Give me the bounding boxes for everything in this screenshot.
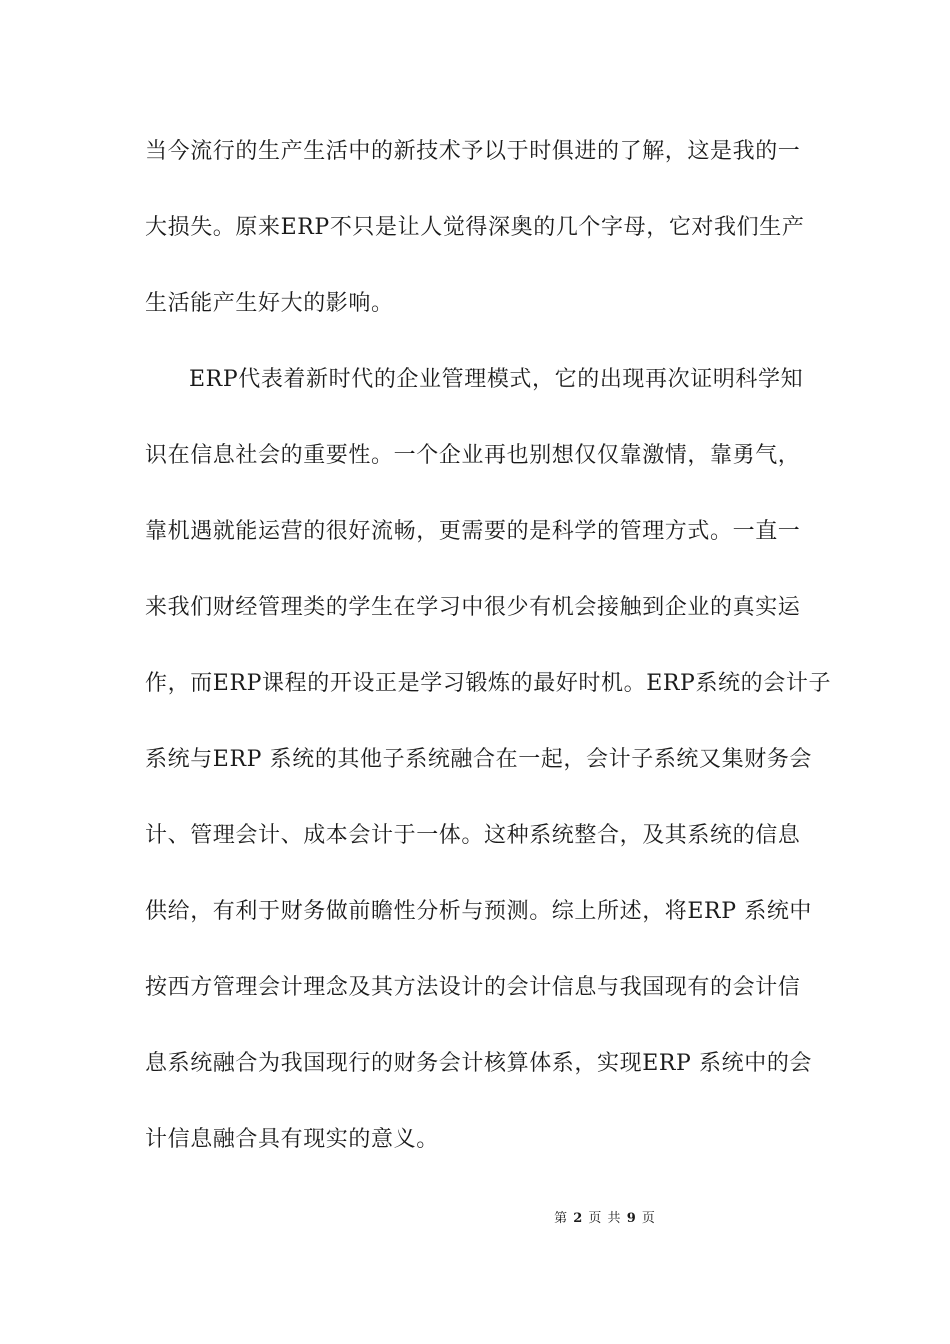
text-line: 来我们财经管理类的学生在学习中很少有机会接触到企业的真实运	[145, 595, 801, 620]
text-line: ERP代表着新时代的企业管理模式，它的出现再次证明科学知	[189, 367, 804, 392]
text-line: 息系统融合为我国现行的财务会计核算体系，实现ERP 系统中的会	[145, 1051, 813, 1076]
text-line: 按西方管理会计理念及其方法设计的会计信息与我国现有的会计信	[145, 975, 801, 1000]
text-line: 作，而ERP课程的开设正是学习锻炼的最好时机。ERP系统的会计子	[145, 671, 832, 696]
body-text	[145, 126, 832, 1190]
current-page-number: 2	[573, 1211, 584, 1226]
text-line: 系统与ERP 系统的其他子系统融合在一起，会计子系统又集财务会	[145, 747, 813, 772]
text-line: 生活能产生好大的影响。	[145, 291, 394, 316]
text-line: 识在信息社会的重要性。一个企业再也别想仅仅靠激情，靠勇气，	[145, 443, 801, 468]
page-footer	[0, 1207, 950, 1226]
text-line: 当今流行的生产生活中的新技术予以于时俱进的了解，这是我的一	[145, 139, 801, 164]
footer-suffix: 页	[641, 1211, 656, 1226]
text-line: 计、管理会计、成本会计于一体。这种系统整合，及其系统的信息	[145, 823, 801, 848]
footer-middle: 页 共	[588, 1211, 622, 1226]
total-page-number: 9	[626, 1211, 637, 1226]
text-line: 靠机遇就能运营的很好流畅，更需要的是科学的管理方式。一直一	[145, 519, 801, 544]
footer-prefix: 第	[554, 1211, 569, 1226]
text-line: 供给，有利于财务做前瞻性分析与预测。综上所述，将ERP 系统中	[145, 899, 813, 924]
text-line: 大损失。原来ERP不只是让人觉得深奥的几个字母，它对我们生产	[145, 215, 805, 240]
text-line: 计信息融合具有现实的意义。	[145, 1127, 439, 1152]
